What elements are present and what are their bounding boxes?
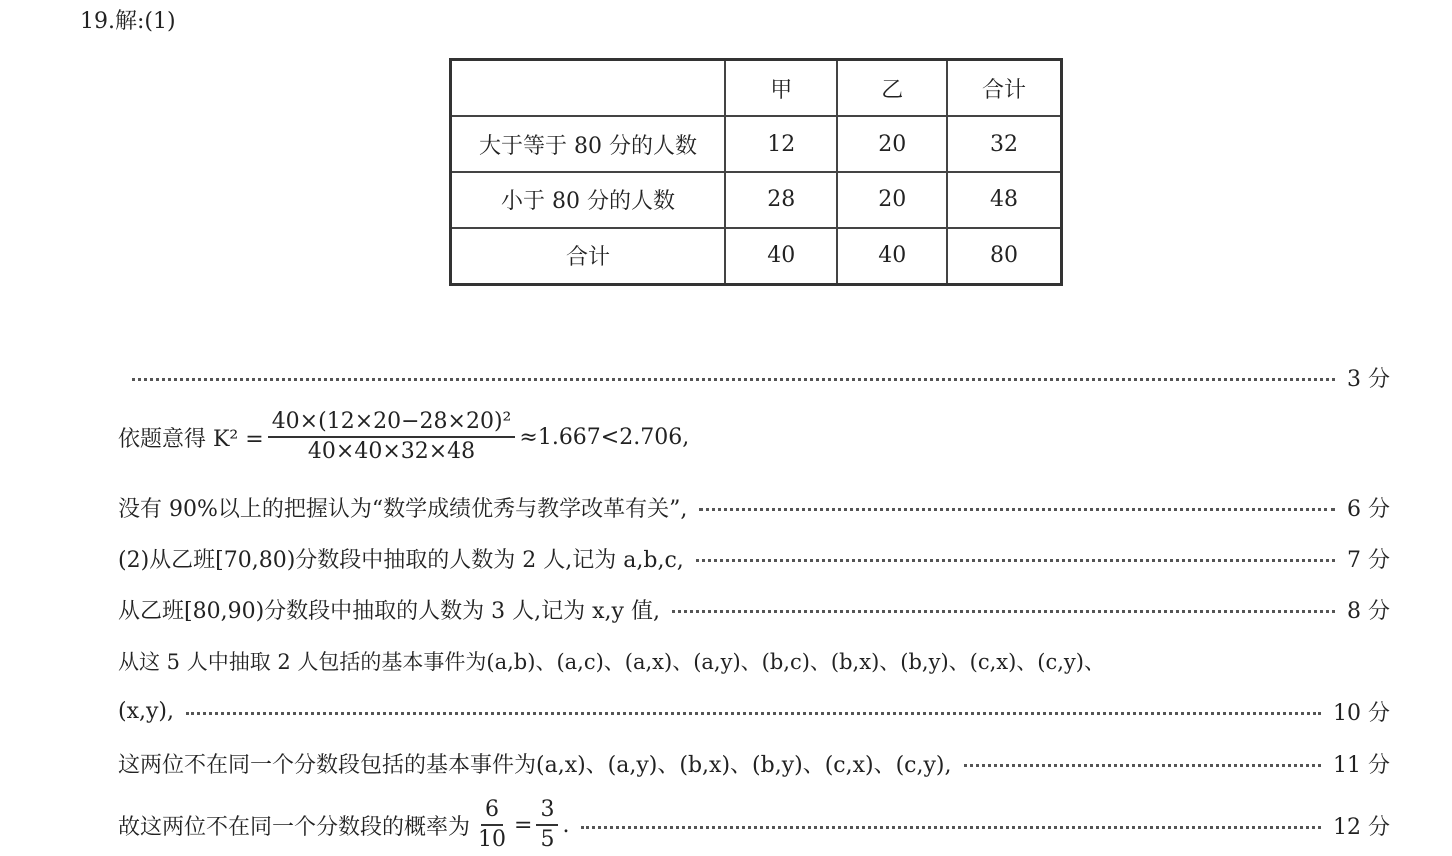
table-header-cell: 合计 xyxy=(947,60,1062,117)
table-row xyxy=(451,228,1062,285)
prob-numerator: 6 xyxy=(481,796,503,826)
k2-suffix: ≈1.667<2.706, xyxy=(519,424,690,450)
table-cell: 12 xyxy=(725,116,837,172)
leader-dots xyxy=(132,378,1335,381)
table-cell: 40 xyxy=(725,228,837,285)
score-label: 7 分 xyxy=(1347,548,1390,573)
table-cell: 20 xyxy=(837,172,947,228)
prob-fraction-2 xyxy=(536,796,558,854)
score-line-8 xyxy=(118,594,1390,625)
table-cell: 48 xyxy=(947,172,1062,228)
leader-dots xyxy=(186,712,1321,715)
table-header-cell: 甲 xyxy=(725,60,837,117)
leader-dots xyxy=(581,826,1321,829)
events-cont: (x,y), xyxy=(118,699,174,724)
table-cell: 合计 xyxy=(451,228,726,285)
table-cell: 40 xyxy=(837,228,947,285)
k2-numerator: 40×(12×20−28×20)² xyxy=(268,408,516,438)
problem-heading: 19.解:(1) xyxy=(80,9,176,34)
table-cell: 28 xyxy=(725,172,837,228)
k2-fraction xyxy=(268,408,516,466)
score-label: 12 分 xyxy=(1333,814,1390,840)
table-cell: 大于等于 80 分的人数 xyxy=(451,116,726,172)
prob-denominator: 5 xyxy=(540,827,555,852)
part2-text: (2)从乙班[70,80)分数段中抽取的人数为 2 人,记为 a,b,c, xyxy=(118,548,684,573)
prob-prefix: 故这两位不在同一个分数段的概率为 xyxy=(118,814,471,840)
prob-numerator: 3 xyxy=(536,796,558,826)
table-row xyxy=(451,116,1062,172)
table-cell: 20 xyxy=(837,116,947,172)
leader-dots xyxy=(964,764,1322,767)
table-cell: 32 xyxy=(947,116,1062,172)
prob-fraction-1 xyxy=(474,796,510,854)
score-line-3 xyxy=(132,362,1390,393)
prob-denominator: 10 xyxy=(478,827,507,852)
score-line-11 xyxy=(118,748,1390,779)
table-cell: 80 xyxy=(947,228,1062,285)
prob-equals: = xyxy=(514,812,533,838)
k2-prefix: 依题意得 K² = xyxy=(118,426,264,452)
second-text: 从乙班[80,90)分数段中抽取的人数为 3 人,记为 x,y 值, xyxy=(118,599,660,624)
score-label: 3 分 xyxy=(1347,367,1390,392)
events-text: 从这 5 人中抽取 2 人包括的基本事件为(a,b)、(a,c)、(a,x)、(a,y)、(b,c)、(b,x)、(b,y)、(c,x)、(c,y)、 xyxy=(118,650,1105,674)
score-line-10 xyxy=(118,696,1390,727)
k2-denominator: 40×40×32×48 xyxy=(307,439,476,464)
table-header-cell xyxy=(451,60,726,117)
score-line-12 xyxy=(118,796,1390,854)
diff-text: 这两位不在同一个分数段包括的基本事件为(a,x)、(a,y)、(b,x)、(b,y)、(c,x)、(c,y), xyxy=(118,753,952,778)
score-line-6 xyxy=(118,492,1390,523)
contingency-table xyxy=(449,58,1063,286)
table-header-row xyxy=(451,60,1062,117)
score-line-7 xyxy=(118,543,1390,574)
conclusion-text: 没有 90%以上的把握认为“数学成绩优秀与教学改革有关”, xyxy=(118,497,688,522)
leader-dots xyxy=(699,508,1335,511)
score-label: 6 分 xyxy=(1347,497,1390,522)
table-header-cell: 乙 xyxy=(837,60,947,117)
table-cell: 小于 80 分的人数 xyxy=(451,172,726,228)
table-row xyxy=(451,172,1062,228)
k2-formula xyxy=(118,408,689,466)
score-label: 11 分 xyxy=(1333,753,1390,778)
score-label: 10 分 xyxy=(1333,701,1390,726)
leader-dots xyxy=(672,610,1335,613)
leader-dots xyxy=(696,559,1335,562)
score-label: 8 分 xyxy=(1347,599,1390,624)
prob-suffix: . xyxy=(562,812,570,838)
